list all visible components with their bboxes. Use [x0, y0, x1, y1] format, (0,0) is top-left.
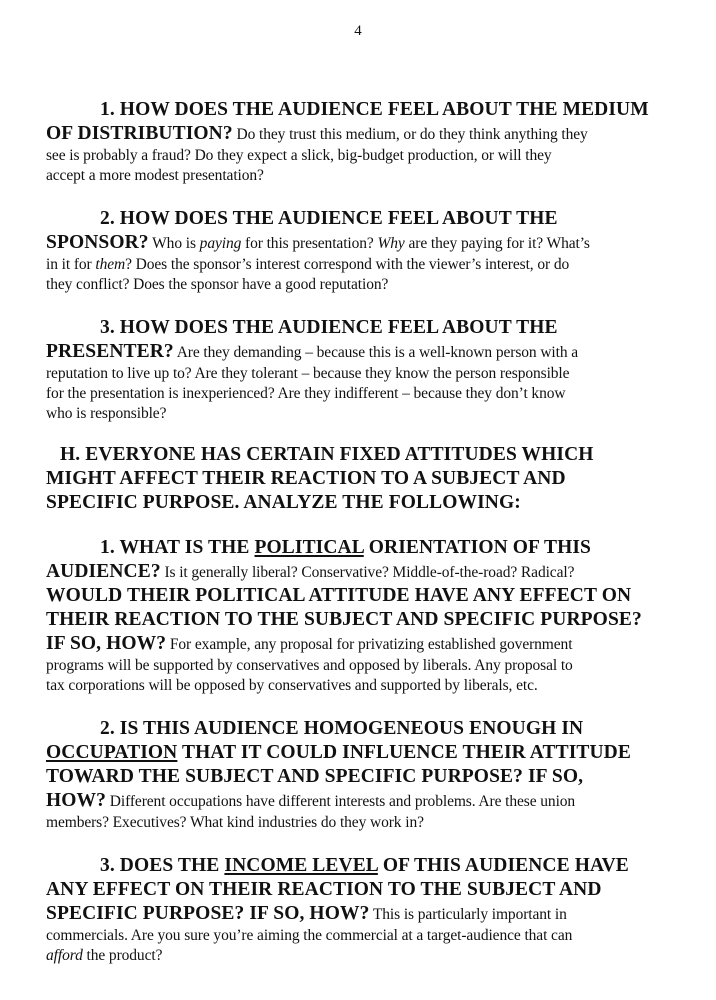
question-text: Are they demanding – because this is a well-known person with a	[173, 344, 579, 361]
question-heading: IF SO, HOW?	[46, 633, 167, 654]
document-body	[46, 98, 674, 966]
question-text: commercials. Are you sure you’re aiming the commercial at a target-audience that can	[46, 927, 573, 944]
question-text: for the presentation is inexperienced? Are they indifferent – because they don’t know	[46, 385, 566, 402]
page-number: 4	[354, 23, 362, 39]
question-heading: 3. HOW DOES THE AUDIENCE FEEL ABOUT THE	[100, 317, 558, 338]
question-heading: 2. HOW DOES THE AUDIENCE FEEL ABOUT THE	[100, 208, 558, 229]
question-heading: WOULD THEIR POLITICAL ATTITUDE HAVE ANY EFFECT ON	[46, 585, 632, 606]
question-heading: 2. IS THIS AUDIENCE HOMOGENEOUS ENOUGH IN	[100, 718, 584, 739]
question-text: Do they trust this medium, or do they think anything they	[232, 126, 588, 143]
question-text: accept a more modest presentation?	[46, 167, 264, 184]
question-text: they conflict? Does the sponsor have a good reputation?	[46, 276, 389, 293]
question-heading: AUDIENCE?	[46, 561, 161, 582]
question-heading: TOWARD THE SUBJECT AND SPECIFIC PURPOSE? IF SO,	[46, 766, 584, 787]
question-heading: SPONSOR?	[46, 232, 149, 253]
question-text: ? Does the sponsor’s interest correspond with the viewer’s interest, or do	[125, 256, 570, 273]
question-heading: 1. WHAT IS THE	[100, 537, 255, 558]
question-text: reputation to live up to? Are they tolerant – because they know the person responsible	[46, 365, 570, 382]
question-sponsor	[46, 207, 674, 295]
question-heading: HOW?	[46, 790, 106, 811]
section-heading: MIGHT AFFECT THEIR REACTION TO A SUBJECT AND	[46, 468, 566, 489]
section-h	[46, 443, 674, 515]
question-heading: OF DISTRIBUTION?	[46, 123, 233, 144]
question-text: This is particularly important in	[369, 906, 567, 923]
question-presenter	[46, 316, 674, 424]
question-text: tax corporations will be opposed by conservatives and supported by liberals, etc.	[46, 677, 538, 694]
emphasis-text: them	[95, 256, 126, 273]
question-text: members? Executives? What kind industries do they work in?	[46, 814, 424, 831]
question-heading: ORIENTATION OF THIS	[363, 537, 591, 558]
question-heading: ANY EFFECT ON THEIR REACTION TO THE SUBJECT AND	[46, 879, 602, 900]
section-heading: SPECIFIC PURPOSE. ANALYZE THE FOLLOWING:	[46, 492, 521, 513]
underlined-term: OCCUPATION	[46, 742, 178, 763]
question-heading: PRESENTER?	[46, 341, 174, 362]
question-text: for this presentation?	[241, 235, 378, 252]
question-political	[46, 536, 674, 696]
question-medium	[46, 98, 674, 186]
question-text: Is it generally liberal? Conservative? Middle-of-the-road? Radical?	[160, 564, 575, 581]
question-heading: OF THIS AUDIENCE HAVE	[377, 855, 629, 876]
question-text: are they paying for it? What’s	[404, 235, 590, 252]
question-income	[46, 854, 674, 966]
question-occupation	[46, 717, 674, 833]
question-text: the product?	[82, 947, 163, 964]
question-text: who is responsible?	[46, 405, 167, 422]
emphasis-text: paying	[199, 235, 242, 252]
question-heading: THAT IT COULD INFLUENCE THEIR ATTITUDE	[177, 742, 631, 763]
underlined-term: POLITICAL	[254, 537, 364, 558]
question-text: For example, any proposal for privatizing established government	[166, 636, 573, 653]
emphasis-text: Why	[377, 235, 405, 252]
underlined-term: INCOME LEVEL	[224, 855, 378, 876]
question-text: Who is	[148, 235, 200, 252]
question-heading: SPECIFIC PURPOSE? IF SO, HOW?	[46, 903, 370, 924]
question-heading: 3. DOES THE	[100, 855, 225, 876]
question-heading: 1. HOW DOES THE AUDIENCE FEEL ABOUT THE MEDIUM	[100, 99, 649, 120]
question-text: in it for	[46, 256, 96, 273]
emphasis-text: afford	[46, 947, 83, 964]
section-heading: H. EVERYONE HAS CERTAIN FIXED ATTITUDES WHICH	[60, 444, 594, 465]
question-text: see is probably a fraud? Do they expect a slick, big-budget production, or will they	[46, 147, 552, 164]
question-text: programs will be supported by conservatives and opposed by liberals. Any proposal to	[46, 657, 573, 674]
question-text: Different occupations have different interests and problems. Are these union	[106, 793, 576, 810]
question-heading: THEIR REACTION TO THE SUBJECT AND SPECIFIC PURPOSE?	[46, 609, 642, 630]
